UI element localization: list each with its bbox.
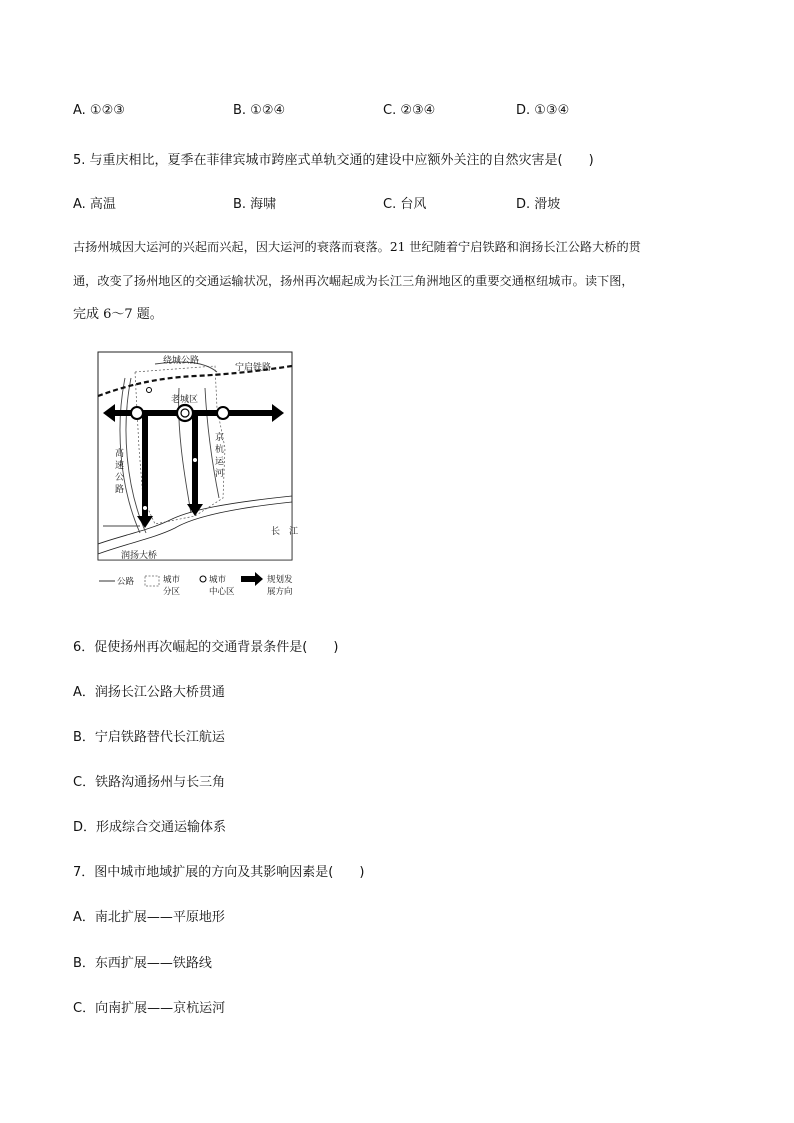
svg-text:城市: 城市 (163, 575, 181, 585)
svg-text:京: 京 (215, 433, 225, 443)
passage-line-3: 完成 6～7 题。 (73, 307, 163, 322)
svg-text:运: 运 (215, 457, 225, 467)
yangzhou-map (95, 348, 307, 608)
label-ring-road: 绕城公路 (163, 356, 200, 366)
q5-option-a: A. 高温 (73, 197, 116, 212)
q5-stem: 5. 与重庆相比，夏季在菲律宾城市跨座式单轨交通的建设中应额外关注的自然灾害是( ) (73, 153, 594, 168)
q4-option-c: C. ②③④ (383, 103, 436, 118)
q4-option-a: A. ①②③ (73, 103, 125, 118)
q5-option-c: C. 台风 (383, 197, 427, 212)
svg-text:规划发: 规划发 (267, 575, 293, 585)
reading-passage (73, 230, 723, 332)
q6-option-c: C．铁路沟通扬州与长三角 (73, 775, 226, 790)
legend-district-box (145, 576, 159, 586)
map-legend (99, 572, 293, 597)
q4-option-b: B. ①②④ (233, 103, 286, 118)
q5-option-d: D. 滑坡 (516, 197, 561, 212)
svg-text:河: 河 (215, 469, 225, 479)
q6-stem: 6．促使扬州再次崛起的交通背景条件是( ) (73, 640, 339, 655)
q6-option-d: D．形成综合交通运输体系 (73, 820, 227, 835)
label-bridge: 润扬大桥 (121, 551, 158, 561)
svg-text:杭: 杭 (215, 445, 225, 455)
q6-option-b: B．宁启铁路替代长江航运 (73, 730, 225, 745)
passage-line-1: 古扬州城因大运河的兴起而兴起，因大运河的衰落而衰落。21 世纪随着宁启铁路和润扬长江公路大桥的贯 (73, 240, 641, 254)
q7-option-c: C．向南扩展——京杭运河 (73, 1001, 226, 1016)
label-railway: 宁启铁路 (235, 363, 272, 373)
legend-road-label: 公路 (117, 577, 135, 587)
q7-option-b: B．东西扩展——铁路线 (73, 956, 212, 971)
q7-stem: 7．图中城市地域扩展的方向及其影响因素是( ) (73, 865, 365, 880)
svg-text:分区: 分区 (163, 587, 181, 597)
city-center-icon (131, 407, 143, 419)
label-river: 长 江 (271, 527, 299, 537)
svg-text:展方向: 展方向 (267, 587, 293, 597)
q7-option-a: A．南北扩展——平原地形 (73, 910, 225, 925)
passage-line-2: 通，改变了扬州地区的交通运输状况，扬州再次崛起成为长江三角洲地区的重要交通枢纽城市。读下图， (73, 274, 634, 288)
legend-center-icon (200, 576, 206, 582)
svg-text:公: 公 (115, 473, 125, 483)
q5-option-b: B. 海啸 (233, 197, 277, 212)
q6-option-a: A．润扬长江公路大桥贯通 (73, 685, 225, 700)
label-old-city: 老城区 (171, 395, 199, 405)
svg-text:中心区: 中心区 (209, 587, 235, 597)
svg-text:路: 路 (115, 485, 125, 495)
svg-text:速: 速 (115, 461, 125, 471)
svg-text:高: 高 (115, 449, 125, 459)
yangzhou-map-figure (95, 348, 307, 608)
svg-text:城市: 城市 (209, 575, 227, 585)
legend-arrow-icon (241, 572, 263, 586)
q4-option-d: D. ①③④ (516, 103, 570, 118)
